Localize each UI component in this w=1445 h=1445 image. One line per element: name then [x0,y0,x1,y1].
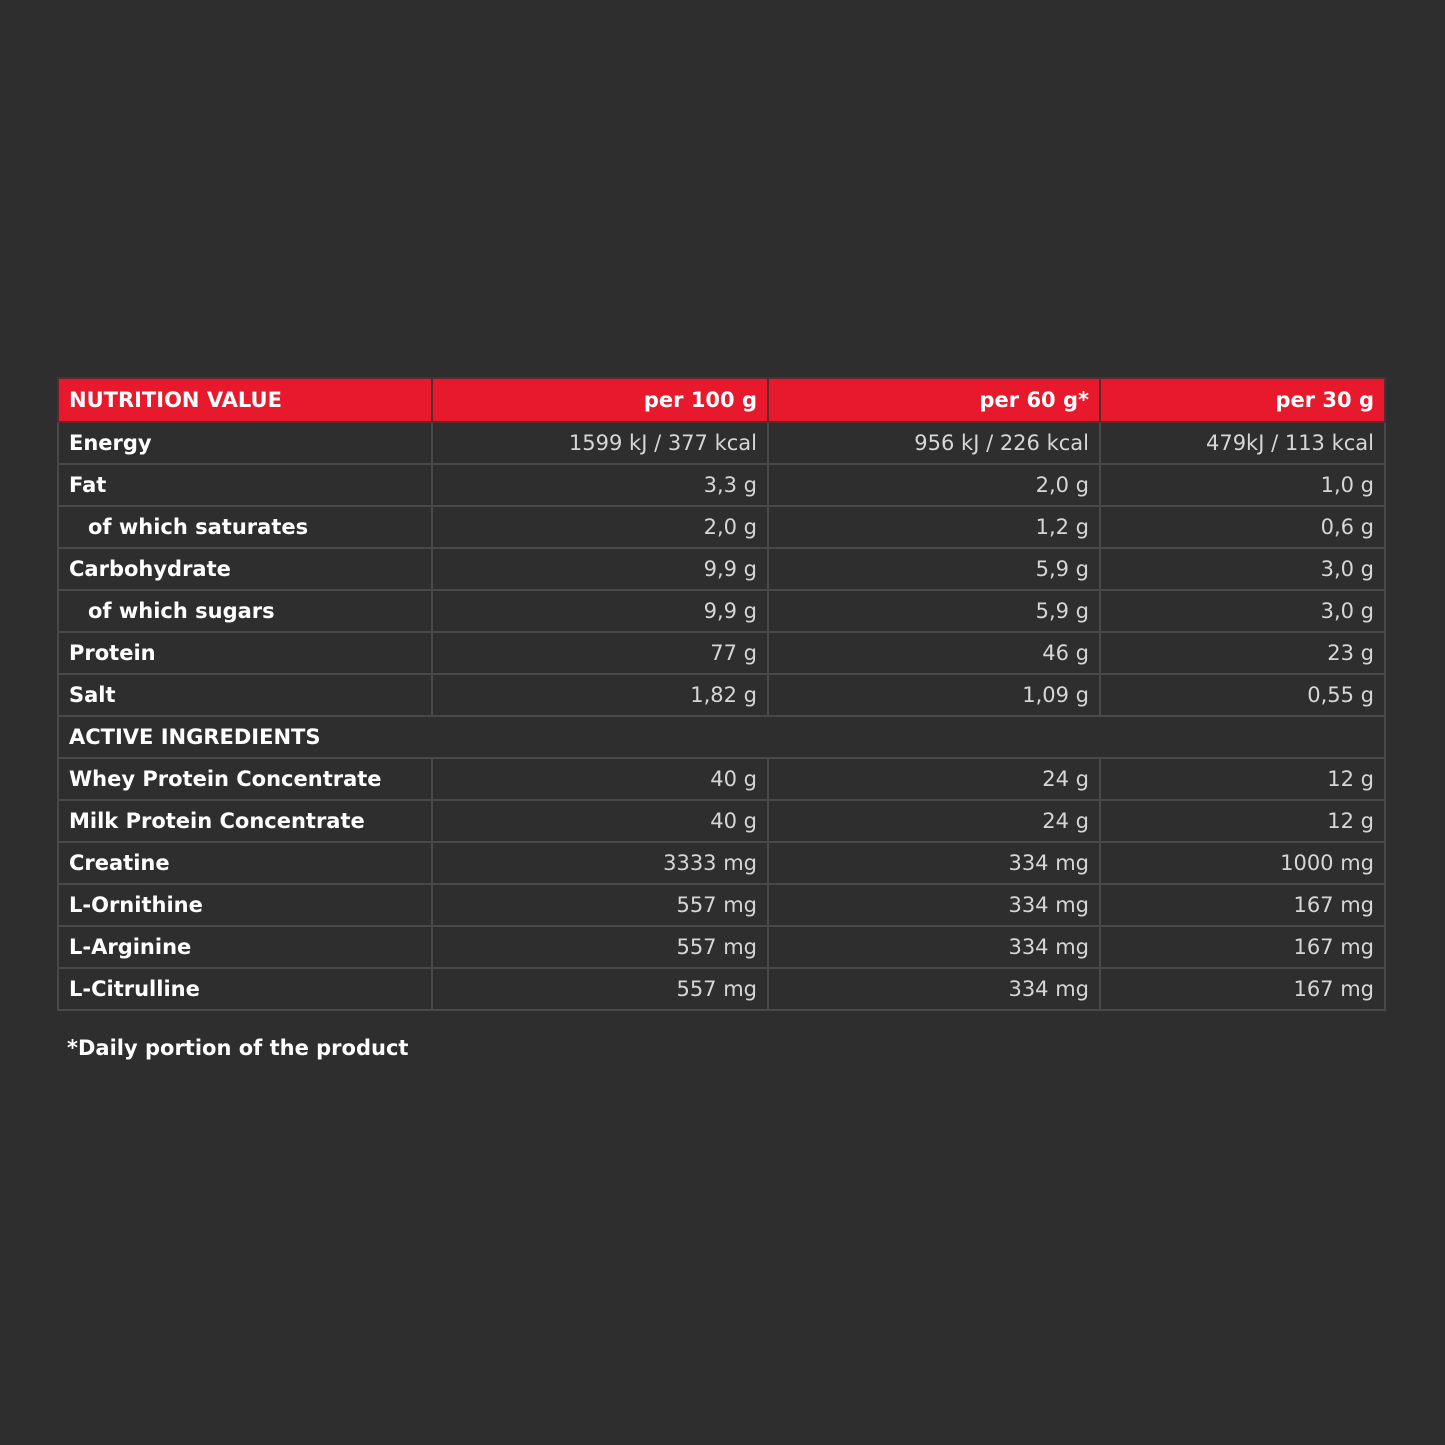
footnote: *Daily portion of the product [67,1036,409,1060]
row-value: 24 g [768,800,1100,842]
row-value: 23 g [1100,632,1385,674]
row-value: 167 mg [1100,884,1385,926]
ingredient-row-milk-protein-concentrate [58,800,1385,842]
row-value: 12 g [1100,800,1385,842]
row-value: 557 mg [432,884,768,926]
row-value: 0,6 g [1100,506,1385,548]
row-value: 1599 kJ / 377 kcal [432,422,768,464]
row-label: Energy [58,422,432,464]
row-value: 3,3 g [432,464,768,506]
row-value: 9,9 g [432,548,768,590]
row-value: 334 mg [768,926,1100,968]
row-value: 40 g [432,800,768,842]
row-value: 5,9 g [768,590,1100,632]
row-value: 1,0 g [1100,464,1385,506]
section-row-active-ingredients [58,716,1385,758]
nutrition-row-of-which-sugars [58,590,1385,632]
row-value: 12 g [1100,758,1385,800]
row-value: 1,2 g [768,506,1100,548]
row-value: 0,55 g [1100,674,1385,716]
row-label: Protein [58,632,432,674]
nutrition-table [57,377,1386,1011]
nutrition-row-protein [58,632,1385,674]
row-value: 2,0 g [432,506,768,548]
row-value: 334 mg [768,968,1100,1010]
table-header [58,378,1385,422]
row-label: Carbohydrate [58,548,432,590]
nutrition-row-carbohydrate [58,548,1385,590]
row-value: 479kJ / 113 kcal [1100,422,1385,464]
row-value: 9,9 g [432,590,768,632]
row-value: 167 mg [1100,926,1385,968]
row-label: of which sugars [58,590,432,632]
row-value: 3,0 g [1100,590,1385,632]
row-value: 1000 mg [1100,842,1385,884]
row-value: 334 mg [768,842,1100,884]
row-value: 5,9 g [768,548,1100,590]
row-value: 167 mg [1100,968,1385,1010]
row-value: 40 g [432,758,768,800]
table-body [58,422,1385,1010]
header-per-100g: per 100 g [432,378,768,422]
header-row [58,378,1385,422]
row-label: L-Citrulline [58,968,432,1010]
row-value: 1,09 g [768,674,1100,716]
row-label: Milk Protein Concentrate [58,800,432,842]
ingredient-row-l-ornithine [58,884,1385,926]
row-value: 3,0 g [1100,548,1385,590]
nutrition-row-energy [58,422,1385,464]
row-value: 956 kJ / 226 kcal [768,422,1100,464]
row-value: 46 g [768,632,1100,674]
row-label: of which saturates [58,506,432,548]
nutrition-row-salt [58,674,1385,716]
row-label: Creatine [58,842,432,884]
header-per-60g: per 60 g* [768,378,1100,422]
nutrition-row-of-which-saturates [58,506,1385,548]
ingredient-row-whey-protein-concentrate [58,758,1385,800]
ingredient-row-l-arginine [58,926,1385,968]
row-value: 3333 mg [432,842,768,884]
row-value: 557 mg [432,926,768,968]
ingredient-row-l-citrulline [58,968,1385,1010]
row-value: 24 g [768,758,1100,800]
row-value: 1,82 g [432,674,768,716]
row-value: 2,0 g [768,464,1100,506]
header-per-30g: per 30 g [1100,378,1385,422]
section-title: ACTIVE INGREDIENTS [58,716,1385,758]
row-label: L-Ornithine [58,884,432,926]
nutrition-row-fat [58,464,1385,506]
row-value: 334 mg [768,884,1100,926]
header-nutrition-value: NUTRITION VALUE [58,378,432,422]
row-label: Fat [58,464,432,506]
row-value: 557 mg [432,968,768,1010]
row-value: 77 g [432,632,768,674]
row-label: L-Arginine [58,926,432,968]
ingredient-row-creatine [58,842,1385,884]
row-label: Whey Protein Concentrate [58,758,432,800]
row-label: Salt [58,674,432,716]
